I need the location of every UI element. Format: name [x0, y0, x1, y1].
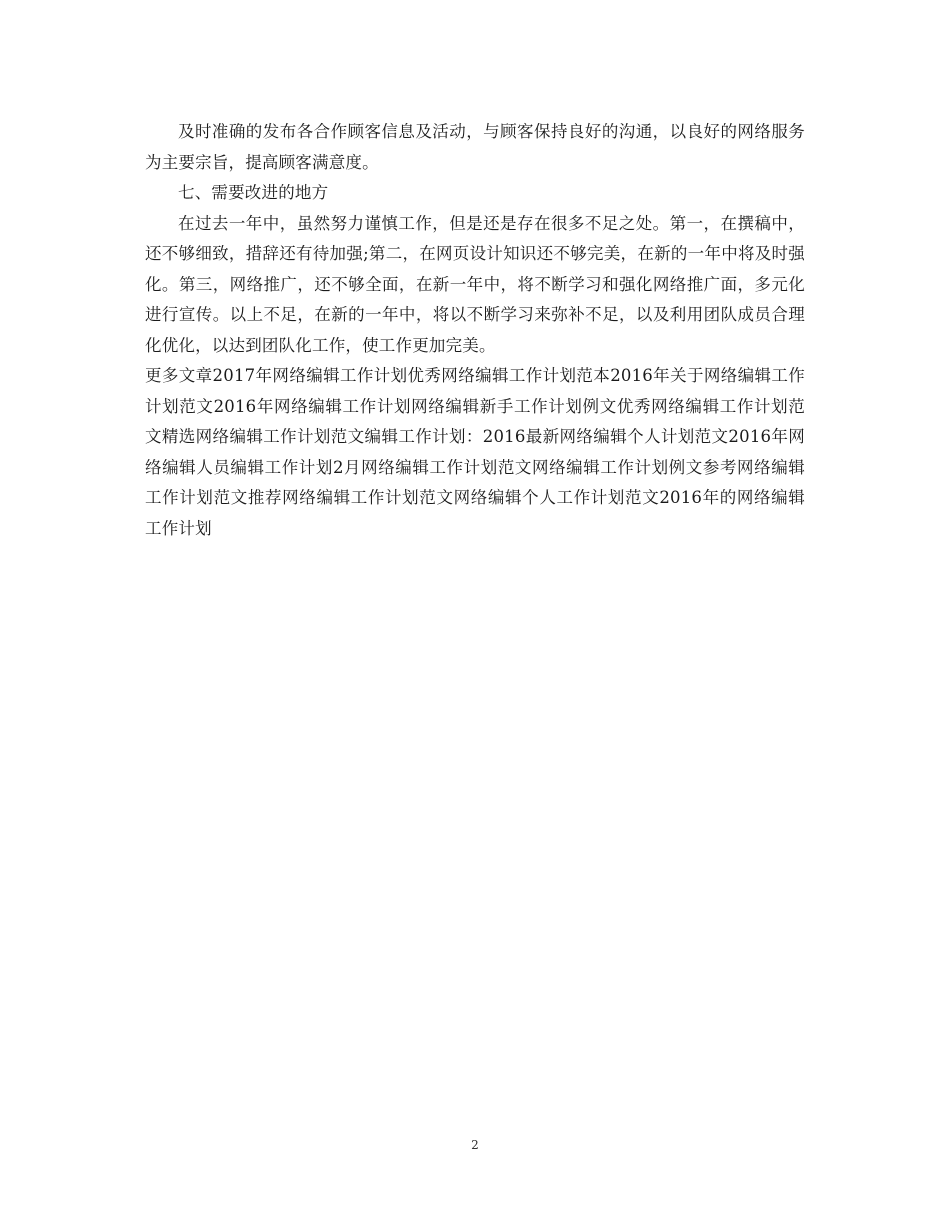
- paragraph-shortcomings: 在过去一年中，虽然努力谨慎工作，但是还是存在很多不足之处。第一，在撰稿中，还不够细致，措辞还有待加强;第二，在网页设计知识还不够完美，在新的一年中将及时强化。第三，网络推广，还不够全面，在新一年中，将不断学习和强化网络推广面，多元化进行宣传。以上不足，在新的一年中，将以不断学习来弥补不足，以及利用团队成员合理化优化，以达到团队化工作，使工作更加完美。: [145, 213, 805, 355]
- related-articles-list: 更多文章2017年网络编辑工作计划优秀网络编辑工作计划范本2016年关于网络编辑工作计划范文2016年网络编辑工作计划网络编辑新手工作计划例文优秀网络编辑工作计划范文精选网络编辑工作计划范文编辑工作计划：2016最新网络编辑个人计划范文2016年网络编辑人员编辑工作计划2月网络编辑工作计划范文网络编辑工作计划例文参考网络编辑工作计划范文推荐网络编辑工作计划范文网络编辑个人工作计划范文2016年的网络编辑工作计划: [145, 366, 805, 538]
- paragraph-customer-service: 及时准确的发布各合作顾客信息及活动，与顾客保持良好的沟通，以良好的网络服务为主要宗旨，提高顾客满意度。: [145, 122, 805, 172]
- section-heading-improvements: 七、需要改进的地方: [178, 183, 329, 202]
- document-body: [145, 117, 805, 544]
- page-number: 2: [471, 1138, 479, 1152]
